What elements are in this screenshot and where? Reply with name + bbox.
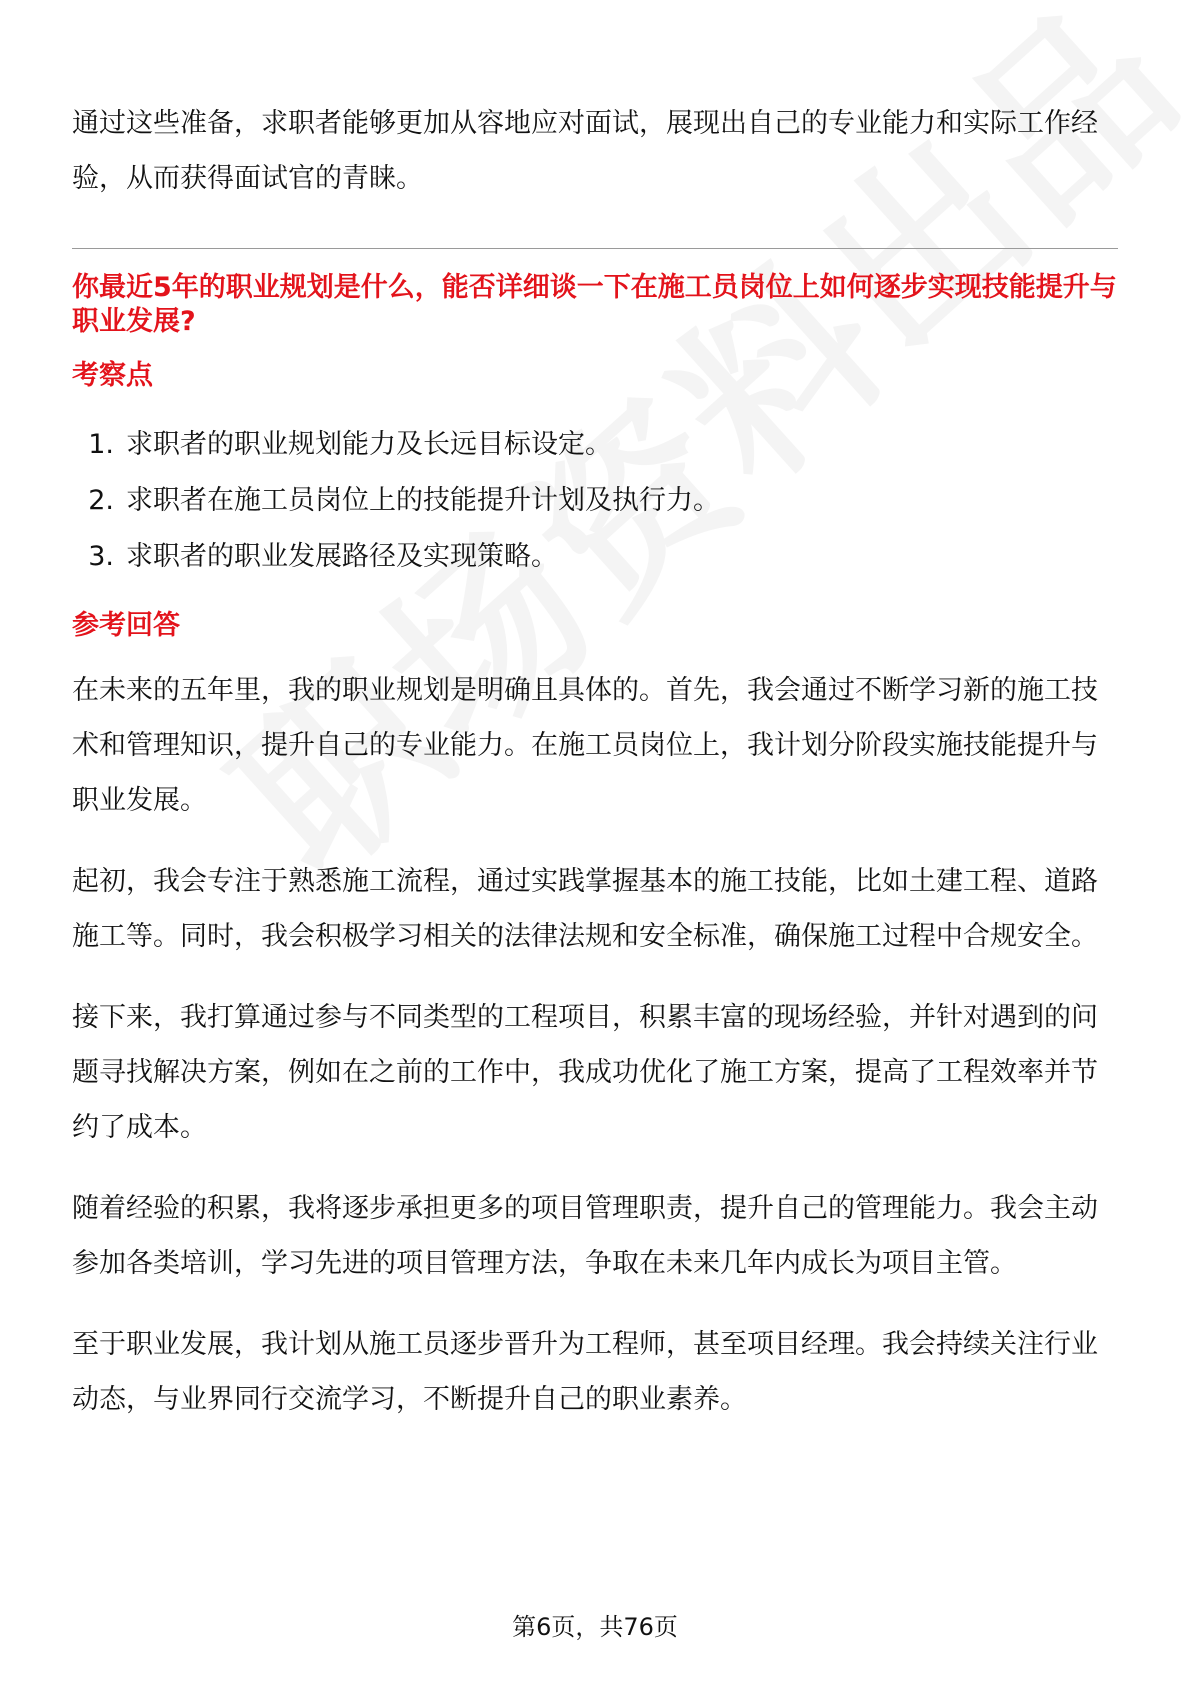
question-title: 你最近5年的职业规划是什么，能否详细谈一下在施工员岗位上如何逐步实现技能提升与职业发展? <box>72 272 1117 337</box>
answer-body <box>72 663 1118 1427</box>
point-number: 2. <box>88 485 114 516</box>
point-text: 求职者的职业规划能力及长远目标设定。 <box>126 429 612 460</box>
assessment-point <box>72 529 1118 585</box>
answer-paragraph: 起初，我会专注于熟悉施工流程，通过实践掌握基本的施工技能，比如土建工程、道路施工等。同时，我会积极学习相关的法律法规和安全标准，确保施工过程中合规安全。 <box>72 866 1098 952</box>
intro-paragraph: 通过这些准备，求职者能够更加从容地应对面试，展现出自己的专业能力和实际工作经验，从而获得面试官的青睐。 <box>72 108 1098 194</box>
point-number: 1. <box>88 429 114 460</box>
answer-heading: 参考回答 <box>72 610 180 641</box>
point-text: 求职者在施工员岗位上的技能提升计划及执行力。 <box>126 485 720 516</box>
answer-paragraph: 在未来的五年里，我的职业规划是明确且具体的。首先，我会通过不断学习新的施工技术和管理知识，提升自己的专业能力。在施工员岗位上，我计划分阶段实施技能提升与职业发展。 <box>72 675 1098 816</box>
section-divider <box>72 248 1118 249</box>
answer-paragraph: 至于职业发展，我计划从施工员逐步晋升为工程师，甚至项目经理。我会持续关注行业动态，与业界同行交流学习，不断提升自己的职业素养。 <box>72 1329 1098 1415</box>
assessment-point <box>72 417 1118 473</box>
assessment-points <box>72 417 1118 585</box>
point-text: 求职者的职业发展路径及实现策略。 <box>126 541 558 572</box>
page-number: 第6页，共76页 <box>512 1613 678 1641</box>
answer-paragraph: 接下来，我打算通过参与不同类型的工程项目，积累丰富的现场经验，并针对遇到的问题寻找解决方案，例如在之前的工作中，我成功优化了施工方案，提高了工程效率并节约了成本。 <box>72 1002 1098 1143</box>
assessment-point <box>72 473 1118 529</box>
assessment-heading: 考察点 <box>72 360 153 391</box>
document-body <box>72 96 1118 1427</box>
point-number: 3. <box>88 541 114 572</box>
answer-paragraph: 随着经验的积累，我将逐步承担更多的项目管理职责，提升自己的管理能力。我会主动参加各类培训，学习先进的项目管理方法，争取在未来几年内成长为项目主管。 <box>72 1193 1098 1279</box>
